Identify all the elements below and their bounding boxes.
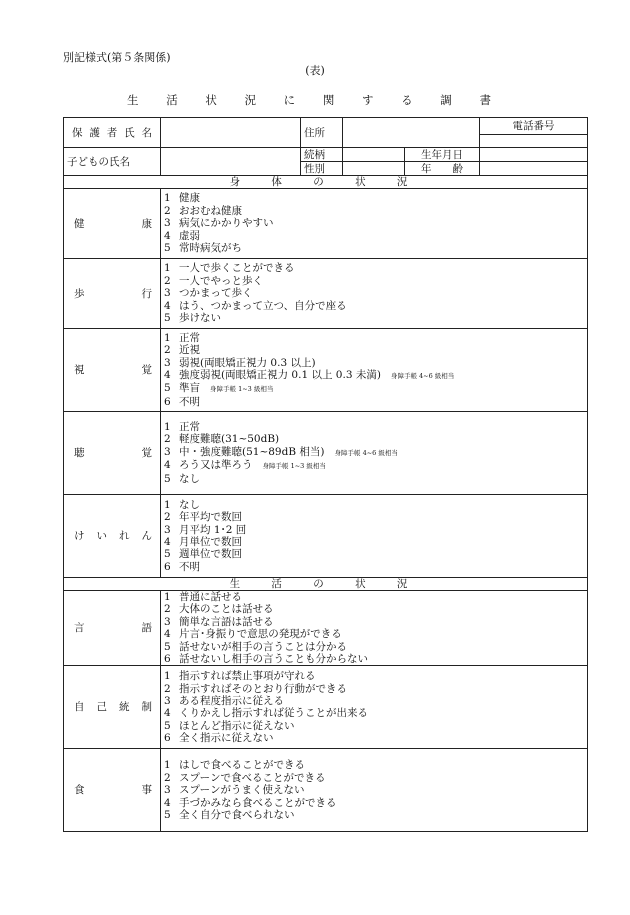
option-number: 3 [164, 615, 171, 628]
option-item[interactable] [164, 524, 584, 536]
option-item[interactable] [164, 809, 584, 821]
option-text: 正常 [179, 331, 200, 344]
option-number: 6 [164, 560, 171, 573]
child-name-field[interactable] [161, 148, 301, 176]
option-number: 6 [164, 732, 171, 745]
option-number: 3 [164, 784, 171, 797]
option-number: 5 [164, 472, 171, 485]
option-item[interactable] [164, 797, 584, 809]
option-number: 3 [164, 523, 171, 536]
category-row [64, 666, 588, 749]
option-number: 1 [164, 759, 171, 772]
options-cell [161, 591, 588, 666]
option-text: つかまって歩く [179, 287, 253, 300]
option-text: 健康 [179, 192, 200, 205]
options-cell [161, 666, 588, 749]
guardian-name-field[interactable] [161, 118, 301, 148]
option-item[interactable] [164, 369, 584, 382]
options-list [164, 759, 584, 821]
option-number: 3 [164, 445, 171, 458]
option-text: 近視 [179, 344, 200, 357]
option-number: 3 [164, 695, 171, 708]
section-title: 生 活 の 状 況 [64, 578, 588, 591]
relation-field[interactable] [343, 148, 405, 162]
option-item[interactable] [164, 732, 584, 744]
option-number: 3 [164, 356, 171, 369]
option-text: くりかえし指示すれば従うことが出来る [179, 707, 368, 720]
option-text: スプーンがうまく使えない [179, 784, 305, 797]
option-item[interactable] [164, 382, 584, 395]
option-item[interactable] [164, 616, 584, 628]
form-label: 別記様式(第５条関係) [63, 51, 171, 64]
option-number: 2 [164, 433, 171, 446]
category-label: 聴覚 [64, 412, 161, 495]
option-number: 1 [164, 420, 171, 433]
age-label: 年 齢 [405, 162, 480, 176]
option-number: 5 [164, 640, 171, 653]
options-list [164, 499, 584, 573]
option-text: 月平均 1･2 回 [179, 523, 247, 536]
option-item[interactable] [164, 287, 584, 299]
option-item[interactable] [164, 262, 584, 274]
option-item[interactable] [164, 230, 584, 242]
option-number: 4 [164, 299, 171, 312]
option-item[interactable] [164, 275, 584, 287]
category-label: 視覚 [64, 329, 161, 412]
option-number: 4 [164, 536, 171, 548]
option-item[interactable] [164, 446, 584, 459]
option-text: 指示すれば禁止事項が守れる [179, 670, 316, 683]
side-label: (表) [305, 64, 325, 77]
category-row [64, 412, 588, 495]
phone-label: 電話番号 [480, 118, 588, 135]
option-number: 1 [164, 498, 171, 511]
option-number: 4 [164, 796, 171, 809]
option-item[interactable] [164, 536, 584, 548]
options-list [164, 192, 584, 254]
option-item[interactable] [164, 332, 584, 344]
option-number: 4 [164, 628, 171, 641]
option-text: 一人で歩くことができる [179, 262, 295, 275]
option-text: 病気にかかりやすい [179, 217, 274, 230]
option-number: 4 [164, 459, 171, 472]
option-item[interactable] [164, 217, 584, 229]
option-text: 強度弱視(両眼矯正視力 0.1 以上 0.3 未満) [179, 369, 381, 381]
option-item[interactable] [164, 603, 584, 615]
section-header-row [64, 176, 588, 189]
option-item[interactable] [164, 396, 584, 408]
birthdate-label: 生年月日 [405, 148, 480, 162]
address-label: 住所 [301, 118, 343, 148]
option-item[interactable] [164, 421, 584, 433]
option-text: 簡単な言語は話せる [179, 615, 274, 628]
category-row [64, 189, 588, 259]
option-text: スプーンで食べることができる [179, 771, 326, 784]
option-text: 不明 [179, 560, 200, 573]
phone-field[interactable] [480, 135, 588, 148]
option-number: 1 [164, 262, 171, 275]
option-item[interactable] [164, 561, 584, 573]
option-number: 2 [164, 274, 171, 287]
option-item[interactable] [164, 772, 584, 784]
option-item[interactable] [164, 433, 584, 445]
option-text: 常時病気がち [179, 242, 242, 255]
option-number: 1 [164, 670, 171, 683]
category-label: 健康 [64, 189, 161, 259]
category-label: 歩行 [64, 259, 161, 329]
options-list [164, 262, 584, 324]
option-text: 大体のことは話せる [179, 603, 274, 616]
option-number: 6 [164, 653, 171, 666]
option-text: はしで食べることができる [179, 759, 305, 772]
option-item[interactable] [164, 683, 584, 695]
option-text: 月単位で数回 [179, 536, 242, 548]
option-text: なし [179, 498, 200, 511]
option-item[interactable] [164, 641, 584, 653]
option-text: 指示すればそのとおり行動ができる [179, 682, 347, 695]
option-item[interactable] [164, 695, 584, 707]
section-header-row [64, 578, 588, 591]
category-row [64, 259, 588, 329]
option-note: 身障手帳 4~6 級相当 [390, 372, 455, 380]
option-item[interactable] [164, 759, 584, 771]
option-number: 5 [164, 242, 171, 255]
option-item[interactable] [164, 459, 584, 472]
option-item[interactable] [164, 548, 584, 560]
option-number: 1 [164, 331, 171, 344]
options-cell [161, 412, 588, 495]
option-text: 中・強度難聴(51~89dB 相当) [179, 445, 325, 458]
option-item[interactable] [164, 591, 584, 603]
option-item[interactable] [164, 357, 584, 369]
age-field[interactable] [480, 162, 588, 176]
child-label: 子どもの氏名 [64, 148, 161, 176]
option-text: 弱視(両眼矯正視力 0.3 以上) [179, 356, 316, 369]
option-number: 2 [164, 682, 171, 695]
option-number: 3 [164, 287, 171, 300]
option-item[interactable] [164, 720, 584, 732]
option-text: 虚弱 [179, 229, 200, 242]
option-item[interactable] [164, 511, 584, 523]
option-number: 2 [164, 344, 171, 357]
option-text: 片言･身振りで意思の発現ができる [179, 628, 342, 641]
option-number: 3 [164, 217, 171, 230]
option-item[interactable] [164, 628, 584, 640]
options-cell [161, 329, 588, 412]
option-text: はう、つかまって立つ、自分で座る [179, 299, 347, 312]
option-item[interactable] [164, 242, 584, 254]
document-title: 生 活 状 況 に 関 す る 調 書 [127, 93, 503, 107]
option-text: 準盲 [179, 382, 200, 395]
category-label: 自己統制 [64, 666, 161, 749]
options-cell [161, 189, 588, 259]
category-row [64, 495, 588, 578]
option-text: ろう又は準ろう [179, 459, 253, 472]
options-list [164, 421, 584, 485]
category-label: 言語 [64, 591, 161, 666]
category-label: けいれん [64, 495, 161, 578]
option-number: 2 [164, 204, 171, 217]
option-number: 5 [164, 548, 171, 561]
gender-label: 性別 [301, 162, 343, 176]
category-row [64, 591, 588, 666]
option-text: 話せないが相手の言うことは分かる [179, 640, 347, 653]
options-list [164, 332, 584, 408]
option-text: 全く自分で食べられない [179, 809, 295, 822]
option-number: 4 [164, 229, 171, 242]
option-item[interactable] [164, 707, 584, 719]
category-row [64, 329, 588, 412]
option-text: 週単位で数回 [179, 548, 242, 561]
option-number: 1 [164, 591, 171, 603]
options-cell [161, 495, 588, 578]
option-number: 6 [164, 395, 171, 408]
option-text: 手づかみなら食べることができる [179, 796, 337, 809]
option-text: ほとんど指示に従えない [179, 719, 295, 732]
option-text: 普通に話せる [179, 591, 242, 603]
option-number: 2 [164, 511, 171, 524]
options-list [164, 591, 584, 665]
option-item[interactable] [164, 784, 584, 796]
option-text: おおむね健康 [179, 204, 242, 217]
birthdate-field[interactable] [480, 148, 588, 162]
option-text: 全く指示に従えない [179, 732, 274, 745]
option-number: 5 [164, 312, 171, 325]
option-item[interactable] [164, 499, 584, 511]
option-text: 年平均で数回 [179, 511, 242, 524]
option-text: 正常 [179, 420, 200, 433]
option-number: 2 [164, 771, 171, 784]
option-item[interactable] [164, 653, 584, 665]
option-number: 1 [164, 192, 171, 205]
category-row [64, 749, 588, 832]
option-item[interactable] [164, 473, 584, 485]
option-text: ある程度指示に従える [179, 695, 284, 708]
option-item[interactable] [164, 670, 584, 682]
option-text: 一人でやっと歩く [179, 274, 263, 287]
option-item[interactable] [164, 312, 584, 324]
guardian-label: 保護者氏名 [64, 118, 161, 148]
option-number: 5 [164, 382, 171, 395]
options-cell [161, 259, 588, 329]
section-title: 身 体 の 状 況 [64, 176, 588, 189]
option-text: 話せないし相手の言うことも分からない [179, 653, 368, 666]
option-note: 身障手帳 1~3 級相当 [210, 385, 274, 394]
option-item[interactable] [164, 205, 584, 217]
option-note: 身障手帳 1~3 級相当 [262, 462, 326, 471]
option-text: 不明 [179, 395, 200, 408]
option-text: なし [179, 472, 200, 485]
relation-label: 続柄 [301, 148, 343, 162]
option-item[interactable] [164, 344, 584, 356]
option-text: 歩けない [179, 312, 221, 325]
gender-field[interactable] [343, 162, 405, 176]
option-number: 5 [164, 809, 171, 822]
option-number: 4 [164, 369, 171, 381]
category-label: 食事 [64, 749, 161, 832]
option-number: 5 [164, 719, 171, 732]
survey-table [63, 117, 588, 832]
option-text: 軽度難聴(31~50dB) [179, 433, 280, 446]
options-cell [161, 749, 588, 832]
option-note: 身障手帳 4~6 級相当 [334, 448, 398, 457]
option-item[interactable] [164, 192, 584, 204]
option-number: 4 [164, 707, 171, 720]
address-field[interactable] [343, 118, 480, 148]
option-number: 2 [164, 603, 171, 616]
options-list [164, 670, 584, 744]
option-item[interactable] [164, 300, 584, 312]
